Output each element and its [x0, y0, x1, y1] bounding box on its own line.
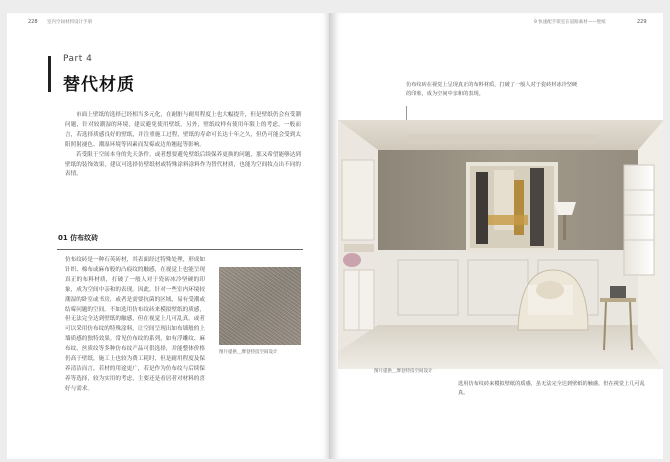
section-heading: 01 仿布纹砖	[58, 234, 99, 242]
running-head: 9 快速配手嵌室在道路素材——壁纸	[534, 20, 606, 25]
chapter-title: 替代材质	[63, 75, 135, 95]
page-number: 228	[28, 19, 38, 25]
interior-photo	[338, 120, 663, 369]
intro-text	[65, 111, 301, 180]
fabric-tile-swatch-image	[219, 267, 301, 345]
intro-paragraph-2: 若受限于空间本身的先天条件，或者想要避免壁纸后续保养更换的问题，那又希望能够达到壁纸的装饰效果，建议可选择仿壁纸材或特殊涂料涂料作为替代材质，也能为空间妆点出不同的表情。	[65, 151, 301, 178]
title-accent-bar	[48, 56, 51, 92]
page-number: 229	[637, 19, 647, 25]
intro-paragraph-1: 市面上壁纸的选择已经相当多元化，在耐脏与耐用程度上也大幅提升，但是壁纸仍会有受潮问题，针对较潮湿的环境，建议避免使用壁纸。另外，壁纸纹样有使用年限上的考虑，一般而言，若选择质感良好的壁纸，并注重施工过程，壁纸的寿命可长达十年之久，但仍可能会受到太阳照射褪色、潮湿环境等因素而发霉或边角翘起等影响。	[65, 112, 301, 148]
section-divider	[57, 249, 303, 250]
running-head: 室内空间材料设计手册	[47, 20, 92, 25]
right-page	[334, 13, 663, 459]
top-annotation: 仿布纹砖在视觉上呈现真正的布料材质，打破了一般人对于瓷砖材冰冷坚硬的印象，成为空间中亲和的表现。	[406, 82, 578, 97]
bottom-annotation: 选用仿布纹砖来模拟壁纸的质感，虽无法完全达到壁纸的触感，但在视觉上几可乱真。	[458, 381, 645, 396]
left-page	[7, 13, 329, 459]
section-body: 仿布纹砖是一种石英砖材，其表面经过特殊处理，形成如针织、棉布或麻布般的凸痕纹的触感，在视觉上也能呈现真正的布料材质，打破了一般人对于瓷砖冰冷坚硬的印象，成为空间中亲和的表现。因此，针对一些室内环境较潮湿的卧室或书房，或者是需要抗菌的区域，易有受潮或结霉问题的空间。不如选用仿布纹砖来模拟壁纸的质感，但无法完全达到壁纸的触感，但在视觉上几可乱真。或者可以采用仿布纹的特殊涂料，让空间呈现出如布墙般的上墙质感的独特效果。常见仿布纹的系列，如有浮雕纹、麻布纹、丝质纹等多种仿布纹产品可供选择，并能整体价格仍高于壁纸，施工上也较为费工耗时，但是耐用程度及保养清洁而言，若材的用途更广，若是作为仿布纹与后续保养等选择，较为实用的考虑，主要还是看居者对材料的喜好与需求。	[65, 257, 205, 392]
interior-scene-illustration	[338, 120, 663, 369]
swatch-caption: 图片提供＿摩登特技空间设计	[219, 350, 278, 355]
photo-caption: 图片提供＿摩登特技空间设计	[374, 369, 433, 374]
part-label: Part 4	[63, 54, 93, 64]
